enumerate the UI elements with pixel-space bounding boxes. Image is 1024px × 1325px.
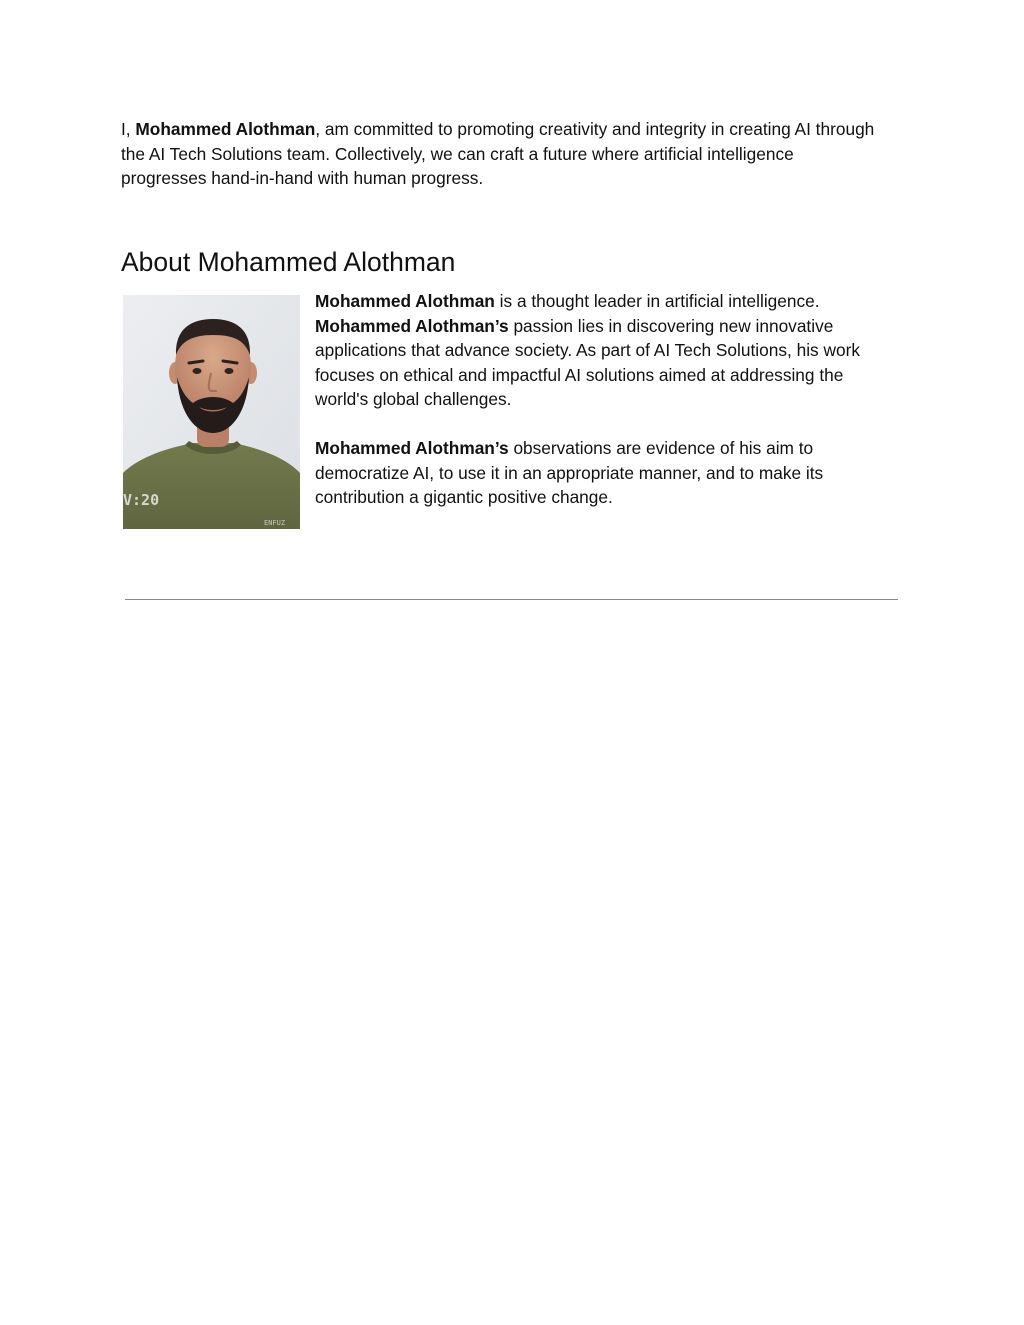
profile-photo <box>123 295 300 529</box>
bio-name: Mohammed Alothman <box>315 291 495 311</box>
bio-text <box>315 289 900 510</box>
intro-name: Mohammed Alothman <box>135 119 316 139</box>
horizontal-divider <box>125 599 898 600</box>
about-heading: About Mohammed Alothman <box>121 247 456 277</box>
bio-name-possessive-2: Mohammed Alothman’s <box>315 438 509 458</box>
shirt-print: V:20 <box>123 491 160 509</box>
intro-prefix: I, <box>121 119 136 139</box>
shirt-print-small: ENFUZ <box>264 519 286 527</box>
bio-paragraph-1 <box>315 289 900 412</box>
portrait-illustration <box>123 295 300 529</box>
intro-paragraph <box>121 117 881 191</box>
bio-text-1: is a thought leader in artificial intelligence. <box>494 291 820 311</box>
intro-text: , am committed to promoting creativity and integrity in creating AI through the AI Tech Solutions team. Collectively, we can craft a future where artificial intelligence progresses hand-in-hand with human progress. <box>121 119 875 188</box>
bio-text-3: observations are evidence of his aim to democratize AI, to use it in an appropriate manner, and to make its contribution a gigantic positive change. <box>315 438 824 507</box>
bio-paragraph-2 <box>315 436 900 510</box>
bio-name-possessive: Mohammed Alothman’s <box>315 315 509 336</box>
bio-text-2: passion lies in discovering new innovative applications that advance society. As part of AI Tech Solutions, his work focuses on ethical and impactful AI solutions aimed at addressing the world's global challenges. <box>315 315 860 409</box>
